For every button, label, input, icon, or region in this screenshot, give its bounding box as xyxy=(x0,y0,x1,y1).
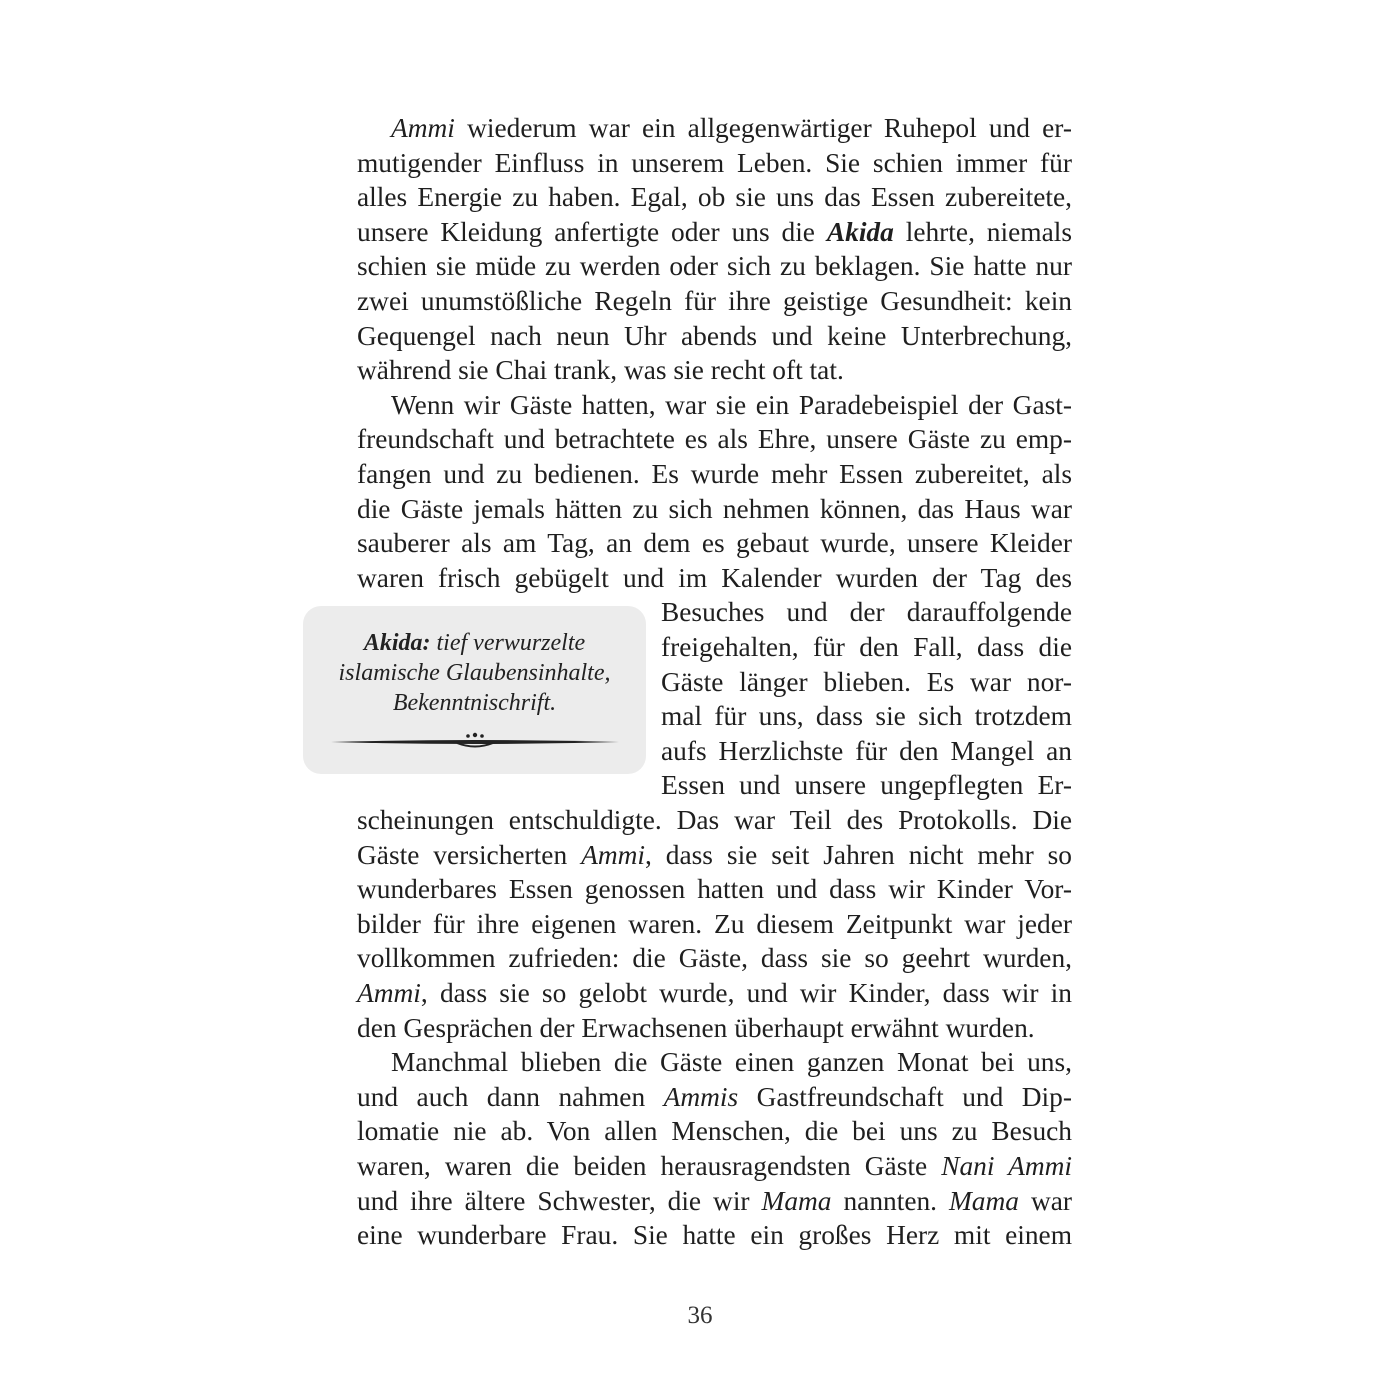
text-line: bilder für ihre eigenen waren. Zu diesem Zeitpunkt war jeder xyxy=(357,908,1072,939)
text-line: Gequengel nach neun Uhr abends und keine Unterbrechung, xyxy=(357,320,1072,351)
page-number: 36 xyxy=(687,1302,713,1329)
text-line: und auch dann nahmen Ammis Gastfreundschaft und Dip- xyxy=(357,1081,1072,1112)
text-line: waren frisch gebügelt und im Kalender wurden der Tag des xyxy=(357,562,1072,593)
text-line: Essen und unsere ungepflegten Er- xyxy=(661,770,1072,801)
text-line: alles Energie zu haben. Egal, ob sie uns das Essen zubereitete, xyxy=(357,182,1072,213)
text-line: Besuches und der darauffolgende xyxy=(661,597,1072,628)
text-line: eine wunderbare Frau. Sie hatte ein großes Herz mit einem xyxy=(357,1220,1072,1251)
text-line: Manchmal blieben die Gäste einen ganzen Monat bei uns, xyxy=(391,1047,1072,1078)
text-line: die Gäste jemals hätten zu sich nehmen können, das Haus war xyxy=(357,493,1072,524)
text-line: freundschaft und betrachtete es als Ehre, unsere Gäste zu emp- xyxy=(357,424,1072,455)
text-line: waren, waren die beiden herausragendsten Gäste Nani Ammi xyxy=(357,1151,1072,1181)
text-line: Ammi wiederum war ein allgegenwärtiger Ruhepol und er- xyxy=(391,113,1072,143)
text-line: scheinungen entschuldigte. Das war Teil des Protokolls. Die xyxy=(357,805,1072,835)
text-line: vollkommen zufrieden: die Gäste, dass sie so geehrt wurden, xyxy=(357,943,1072,974)
text-line: mal für uns, dass sie sich trotzdem xyxy=(661,701,1072,732)
text-line: aufs Herzlichste für den Mangel an xyxy=(661,735,1072,766)
text-line: sauberer als am Tag, an dem es gebaut wurde, unsere Kleider xyxy=(357,528,1072,559)
text-line: schien sie müde zu werden oder sich zu beklagen. Sie hatte nur xyxy=(357,251,1072,282)
glossary-sidebar xyxy=(303,606,646,774)
text-line: Gäste versicherten Ammi, dass sie seit Jahren nicht mehr so xyxy=(357,839,1072,870)
text-line: freigehalten, für den Fall, dass die xyxy=(661,632,1072,662)
text-line: und ihre ältere Schwester, die wir Mama nannten. Mama war xyxy=(357,1185,1072,1216)
text-line: während sie Chai trank, was sie recht oft tat. xyxy=(357,355,844,386)
text-line: wunderbares Essen genossen hatten und dass wir Kinder Vor- xyxy=(357,874,1072,905)
text-line: unsere Kleidung anfertigte oder uns die Akida lehrte, niemals xyxy=(357,216,1072,247)
ornament-divider-icon xyxy=(329,730,621,750)
glossary-definition: Akida: tief verwurzelte islamische Glaubensinhalte, Bekenntnischrift. xyxy=(338,630,611,716)
text-line: Ammi, dass sie so gelobt wurde, und wir Kinder, dass wir in xyxy=(357,978,1072,1008)
text-line: lomatie nie ab. Von allen Menschen, die bei uns zu Besuch xyxy=(357,1116,1072,1147)
text-line: zwei unumstößliche Regeln für ihre geistige Gesundheit: kein xyxy=(357,286,1072,316)
text-line: Gäste länger blieben. Es war nor- xyxy=(661,666,1072,697)
glossary-term: Akida: xyxy=(363,630,431,656)
text-line: Wenn wir Gäste hatten, war sie ein Paradebeispiel der Gast- xyxy=(391,389,1072,420)
text-line: den Gesprächen der Erwachsenen überhaupt erwähnt wurden. xyxy=(357,1012,1035,1043)
text-line: mutigender Einfluss in unserem Leben. Sie schien immer für xyxy=(357,147,1072,178)
text-line: fangen und zu bedienen. Es wurde mehr Essen zubereitet, als xyxy=(357,459,1072,489)
